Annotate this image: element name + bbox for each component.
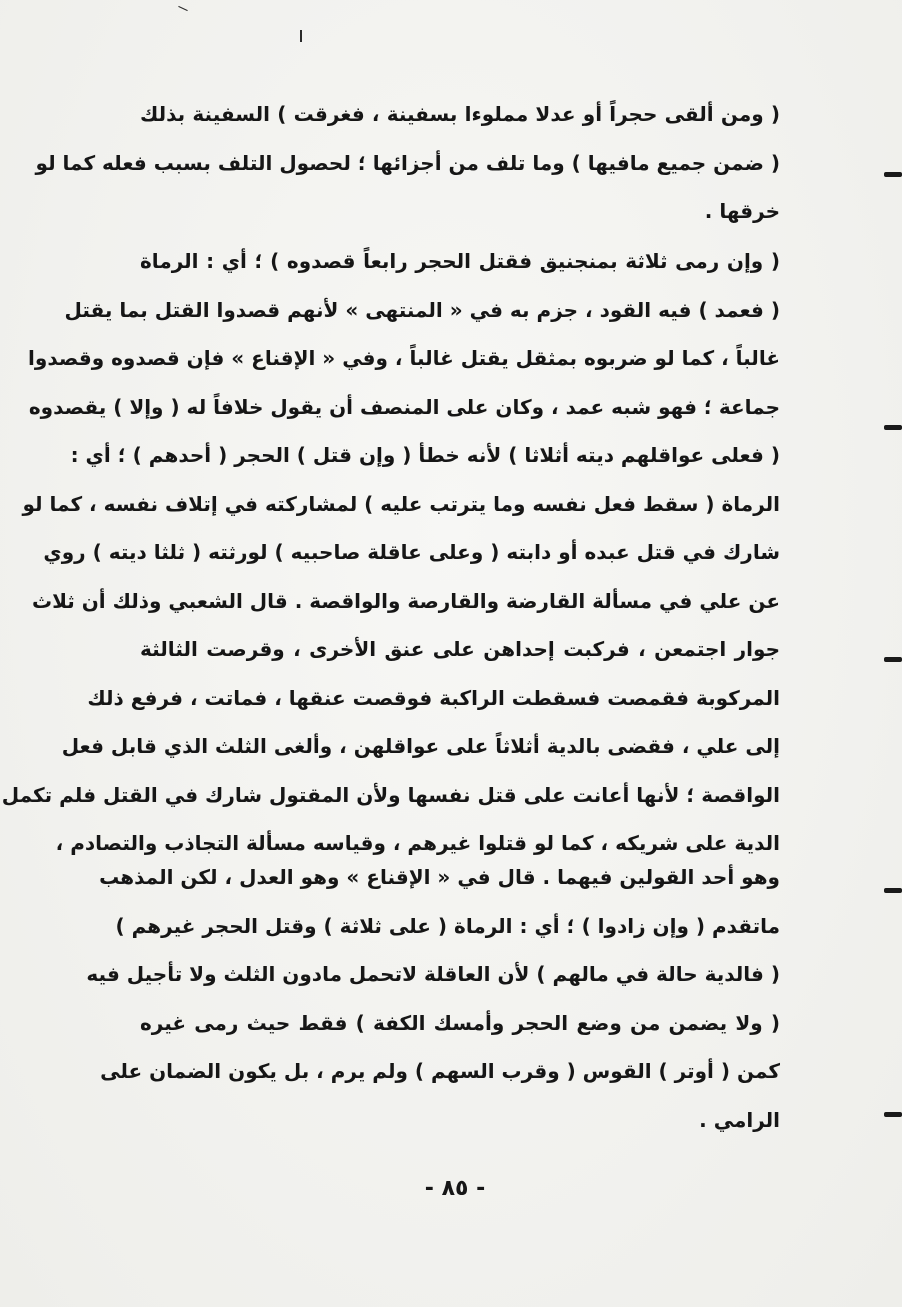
text-line: ( ولا يضمن من وضع الحجر وأمسك الكفة ) فقط حيث رمى غيره — [140, 1010, 780, 1035]
margin-binding-mark — [884, 657, 902, 662]
margin-binding-mark — [884, 425, 902, 430]
margin-binding-mark — [884, 888, 902, 893]
scan-speck — [178, 6, 187, 11]
text-line: جماعة ؛ فهو شبه عمد ، وكان على المنصف أن يقول خلافاً له ( وإلا ) يقصدوه — [28, 394, 780, 419]
text-line: ( فعمد ) فيه القود ، جزم به في « المنتهى » لأنهم قصدوا القتل بما يقتل — [64, 297, 780, 322]
text-line: إلى علي ، فقضى بالدية أثلاثاً على عواقلهن ، وألغى الثلث الذي قابل فعل — [61, 734, 780, 758]
text-line: ( وإن رمى ثلاثة بمنجنيق فقتل الحجر رابعاً قصدوه ) ؛ أي : الرماة — [140, 249, 780, 273]
scan-speck — [300, 30, 302, 42]
page-number: - ٨٥ - — [424, 1176, 486, 1201]
text-line: وهو أحد القولين فيهما . قال في « الإقناع » وهو العدل ، لكن المذهب — [99, 865, 780, 889]
paragraph-3 — [86, 853, 780, 1144]
margin-binding-mark — [884, 172, 902, 177]
text-line: الرماة ( سقط فعل نفسه وما يترتب عليه ) لمشاركته في إتلاف نفسه ، كما لو — [22, 491, 780, 516]
text-line: كمن ( أوتر ) القوس ( وقرب السهم ) ولم يرم ، بل يكون الضمان على — [100, 1059, 780, 1083]
margin-binding-mark — [884, 1112, 902, 1117]
text-line: ( فالدية حالة في مالهم ) لأن العاقلة لاتحمل مادون الثلث ولا تأجيل فيه — [86, 962, 780, 986]
text-line: ( ومن ألقى حجراً أو عدلا مملوءا بسفينة ، فغرقت ) السفينة بذلك — [140, 102, 780, 126]
text-line: ( ضمن جميع مافيها ) وما تلف من أجزائها ؛ لحصول التلف بسبب فعله كما لو — [35, 150, 780, 175]
text-line: خرقها . — [704, 199, 780, 223]
text-line: غالباً ، كما لو ضربوه بمثقل يقتل غالباً ، وفي « الإقناع » فإن قصدوه وقصدوا — [28, 346, 780, 370]
text-line: الواقصة ؛ لأنها أعانت على قتل نفسها ولأن المقتول شارك في القتل فلم تكمل — [1, 782, 780, 807]
text-line: الدية على شريكه ، كما لو قتلوا غيرهم ، وقياسه مسألة التجاذب والتصادم ، — [55, 831, 780, 855]
text-line: عن علي في مسألة القارضة والقارصة والواقصة . قال الشعبي وذلك أن ثلاث — [31, 588, 780, 613]
text-line: الرامي . — [699, 1107, 780, 1132]
paragraph-2 — [1, 237, 780, 868]
paragraph-1 — [35, 90, 780, 236]
text-line: ( فعلى عواقلهم ديته أثلاثا ) لأنه خطأ ( وإن قتل ) الحجر ( أحدهم ) ؛ أي : — [70, 443, 780, 467]
text-line: شارك في قتل عبده أو دابته ( وعلى عاقلة صاحبيه ) لورثته ( ثلثا ديته ) روي — [43, 540, 780, 564]
text-line: جوار اجتمعن ، فركبت إحداهن على عنق الأخرى ، وقرصت الثالثة — [140, 637, 780, 661]
text-line: المركوبة فقمصت فسقطت الراكبة فوقصت عنقها ، فماتت ، فرفع ذلك — [87, 685, 780, 710]
text-line: ماتقدم ( وإن زادوا ) ؛ أي : الرماة ( على ثلاثة ) وقتل الحجر غيرهم ) — [115, 913, 780, 938]
